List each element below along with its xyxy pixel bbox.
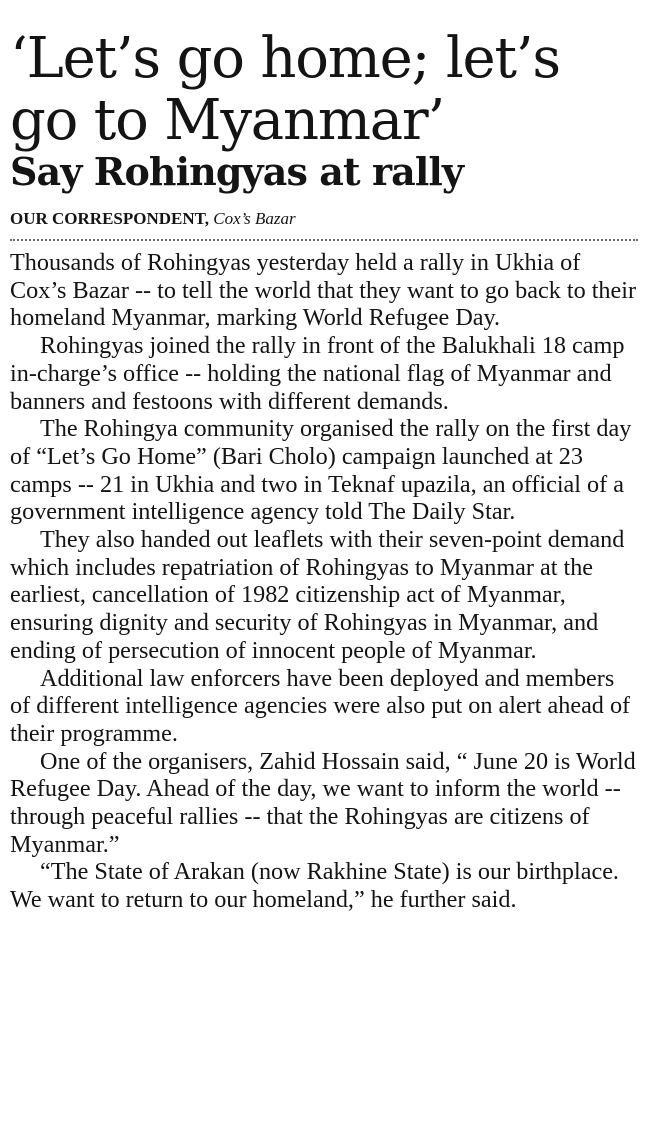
byline-author: OUR CORRESPONDENT, bbox=[10, 209, 209, 228]
article-body bbox=[10, 249, 640, 914]
paragraph-3: The Rohingya community organised the rally on the first day of “Let’s Go Home” (Bari Cholo) campaign launched at 23 camps -- 21 in Ukhia and two in Teknaf upazila, an official of a government intelligence agency told The Daily Star. bbox=[10, 415, 632, 526]
subheadline: Say Rohingyas at rally bbox=[10, 149, 464, 194]
paragraph-7: “The State of Arakan (now Rakhine State) is our birthplace. We want to return to our homeland,” he further said. bbox=[10, 858, 619, 914]
paragraph-2: Rohingyas joined the rally in front of the Balukhali 18 camp in-charge’s office -- holding the national flag of Myanmar and banners and festoons with different demands. bbox=[10, 332, 625, 415]
paragraph-6: One of the organisers, Zahid Hossain said, “ June 20 is World Refugee Day. Ahead of the day, we want to inform the world -- through peaceful rallies -- that the Rohingyas are citizens of Myanmar.” bbox=[10, 747, 636, 858]
byline-location: Cox’s Bazar bbox=[213, 209, 296, 228]
headline: ‘Let’s go home; let’s go to Myanmar’ bbox=[10, 26, 560, 153]
paragraph-4: They also handed out leaflets with their seven-point demand which includes repatriation of Rohingyas to Myanmar at the earliest, cancellation of 1982 citizenship act of Myanmar, ensuring dignity and security of Rohingyas in Myanmar, and ending of persecution of innocent people of Myanmar. bbox=[10, 526, 625, 664]
paragraph-5: Additional law enforcers have been deployed and members of different intelligence agencies were also put on alert ahead of their programme. bbox=[10, 664, 631, 747]
paragraph-1: Thousands of Rohingyas yesterday held a rally in Ukhia of Cox’s Bazar -- to tell the world that they want to go back to their homeland Myanmar, marking World Refugee Day. bbox=[10, 249, 637, 332]
byline bbox=[10, 208, 640, 230]
news-article bbox=[10, 0, 640, 914]
dotted-divider bbox=[10, 239, 638, 241]
